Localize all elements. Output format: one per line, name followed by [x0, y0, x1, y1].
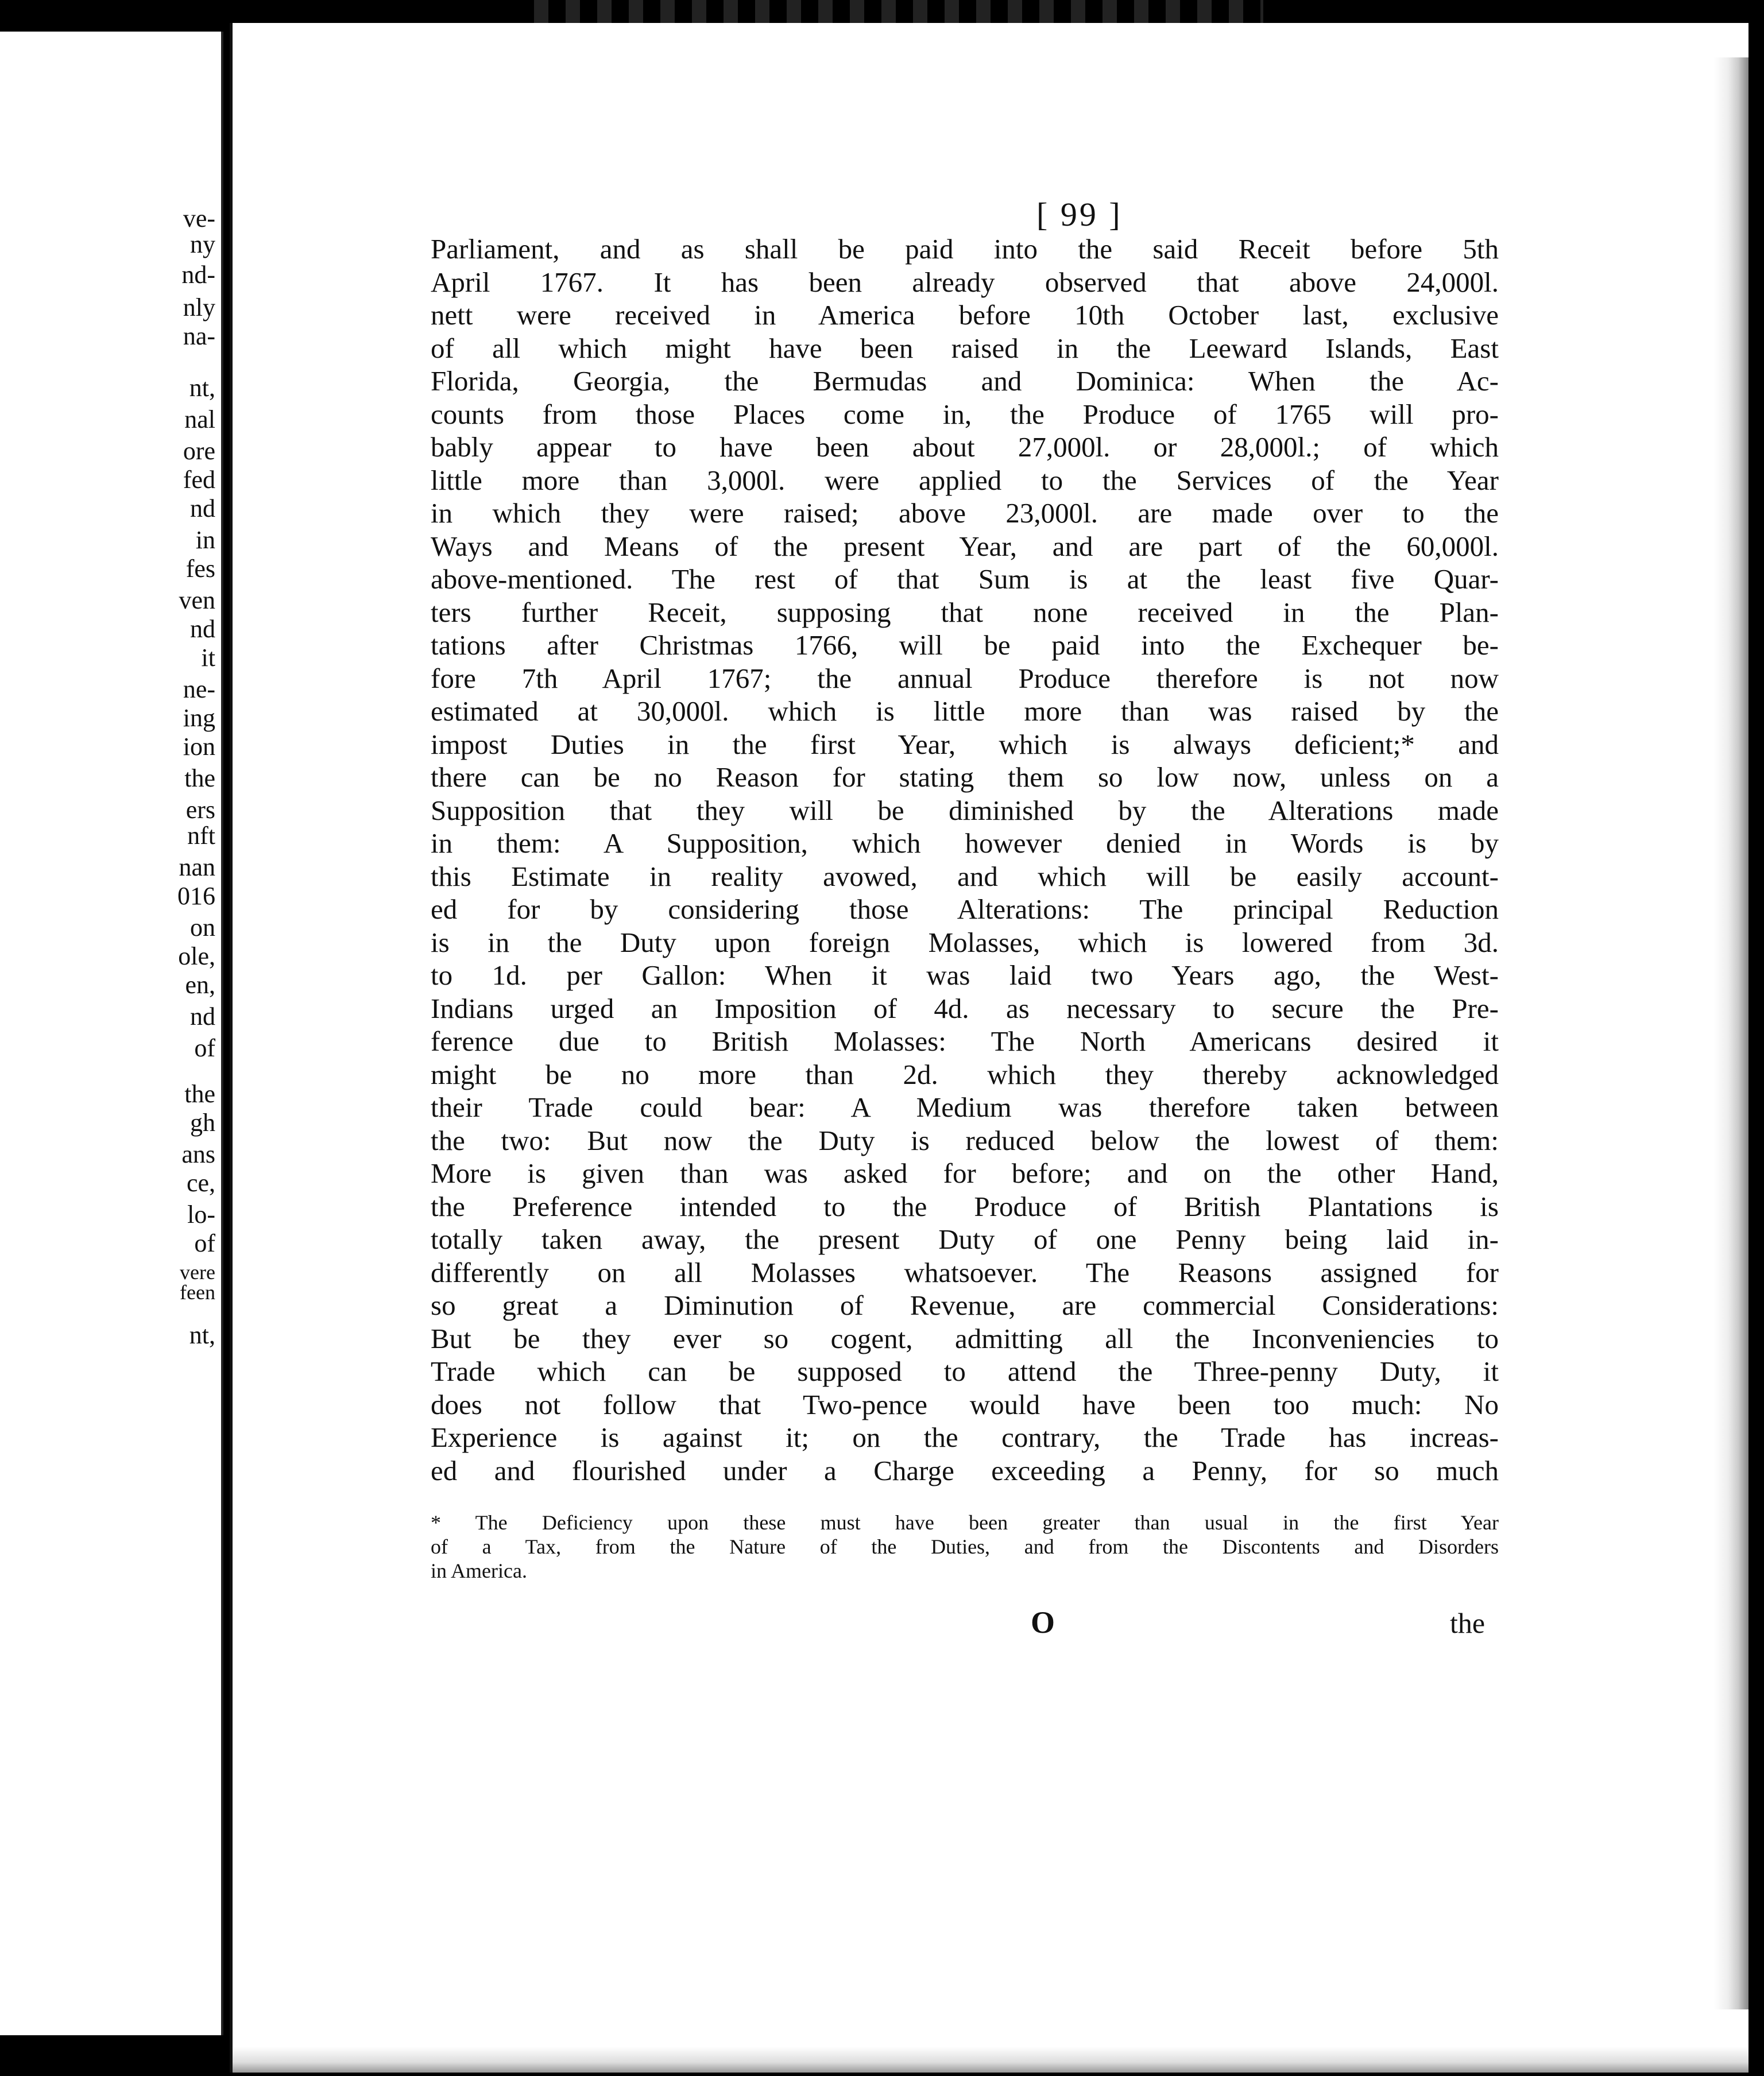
left-page-fragment: ing: [183, 704, 215, 732]
left-page-fragment: in: [195, 526, 215, 554]
signature-mark: O: [1031, 1605, 1055, 1640]
body-text-line: might be no more than 2d. which they thereby acknowledged: [431, 1059, 1499, 1090]
body-text-line: Indians urged an Imposition of 4d. as necessary to secure the Pre-: [431, 993, 1499, 1024]
left-page-fragment: nd-: [181, 261, 215, 289]
body-text-line: the Preference intended to the Produce of British Plantations is: [431, 1191, 1499, 1222]
body-text-line: differently on all Molasses whatsoever. The Reasons assigned for: [431, 1257, 1499, 1288]
left-page-fragment: ore: [183, 437, 215, 465]
page-number: [ 99 ]: [1036, 196, 1123, 233]
body-text-line: fore 7th April 1767; the annual Produce therefore is not now: [431, 663, 1499, 694]
left-page-fragment: nal: [184, 405, 215, 433]
left-page-fragment: ny: [190, 230, 215, 258]
left-page-fragment: nd: [190, 615, 215, 643]
footnote-line: in America.: [431, 1559, 527, 1582]
left-page-fragment: nd: [190, 494, 215, 522]
body-text-line: little more than 3,000l. were applied to the Services of the Year: [431, 464, 1499, 496]
left-page-fragment: feen: [180, 1281, 215, 1304]
body-text-line: of all which might have been raised in the Leeward Islands, East: [431, 332, 1499, 364]
body-text-line: does not follow that Two-pence would have been too much: No: [431, 1389, 1499, 1420]
left-page-fragment: the: [184, 764, 215, 792]
left-page-fragment: lo-: [187, 1200, 215, 1229]
body-text-line: in them: A Supposition, which however denied in Words is by: [431, 827, 1499, 859]
body-text-line: impost Duties in the first Year, which is always deficient;* and: [431, 729, 1499, 760]
left-page-fragment: of: [194, 1034, 215, 1062]
body-text-line: totally taken away, the present Duty of one Penny being laid in-: [431, 1223, 1499, 1255]
footnote-line: of a Tax, from the Nature of the Duties, and from the Discontents and Disorders: [431, 1535, 1499, 1558]
body-text-line: Experience is against it; on the contrary, the Trade has increas-: [431, 1422, 1499, 1453]
left-page-fragment: fed: [183, 466, 215, 494]
left-page-fragment: nd: [190, 1002, 215, 1031]
body-text-line: bably appear to have been about 27,000l. or 28,000l.; of which: [431, 431, 1499, 463]
body-text-line: ed for by considering those Alterations: The principal Reduction: [431, 893, 1499, 925]
body-text-line: Ways and Means of the present Year, and are part of the 60,000l.: [431, 530, 1499, 562]
left-page-fragment: on: [190, 913, 215, 942]
body-text-line: estimated at 30,000l. which is little more than was raised by the: [431, 695, 1499, 727]
left-page-fragment: ans: [181, 1140, 215, 1168]
left-page-fragment: vere: [180, 1261, 215, 1284]
left-page-fragment: nft: [187, 822, 215, 850]
body-text-line: But be they ever so cogent, admitting all the Inconveniencies to: [431, 1323, 1499, 1354]
body-text-line: April 1767. It has been already observed that above 24,000l.: [431, 266, 1499, 298]
left-page-fragment: nt,: [189, 374, 215, 402]
right-page: [230, 23, 1748, 2073]
body-text-line: Parliament, and as shall be paid into the said Receit before 5th: [431, 233, 1499, 265]
left-page-fragment: nly: [183, 293, 215, 322]
page-edge-right: [1714, 57, 1748, 2009]
left-page-fragment: ve-: [183, 204, 215, 233]
left-page-fragment: of: [194, 1229, 215, 1257]
catchword: the: [1450, 1607, 1486, 1639]
left-page-fragment: fes: [185, 555, 215, 583]
body-text-line: to 1d. per Gallon: When it was laid two Years ago, the West-: [431, 959, 1499, 991]
body-text-line: More is given than was asked for before; and on the other Hand,: [431, 1157, 1499, 1189]
footnote-line: * The Deficiency upon these must have been greater than usual in the first Year: [431, 1511, 1499, 1534]
body-text-line: the two: But now the Duty is reduced below the lowest of them:: [431, 1125, 1499, 1156]
body-text-line: this Estimate in reality avowed, and which will be easily account-: [431, 861, 1499, 892]
left-page-fragment: ven: [179, 586, 215, 614]
body-text-line: in which they were raised; above 23,000l. are made over to the: [431, 497, 1499, 529]
body-text-line: there can be no Reason for stating them so low now, unless on a: [431, 761, 1499, 793]
left-page-fragment: ole,: [178, 942, 215, 970]
body-text-line: above-mentioned. The rest of that Sum is at the least five Quar-: [431, 563, 1499, 595]
body-text-line: Florida, Georgia, the Bermudas and Dominica: When the Ac-: [431, 365, 1499, 397]
book-edge-top: [517, 0, 1263, 23]
left-page-fragment: 016: [177, 882, 215, 910]
left-page-fragment: ers: [185, 796, 215, 824]
body-text-line: ed and flourished under a Charge exceeding a Penny, for so much: [431, 1455, 1499, 1486]
left-page-fragment: the: [184, 1080, 215, 1108]
body-text-line: their Trade could bear: A Medium was therefore taken between: [431, 1091, 1499, 1123]
body-text-line: Trade which can be supposed to attend the Three-penny Duty, it: [431, 1355, 1499, 1387]
body-text-line: ters further Receit, supposing that none received in the Plan-: [431, 597, 1499, 628]
left-page-fragment: ne-: [183, 675, 215, 703]
body-text-line: is in the Duty upon foreign Molasses, which is lowered from 3d.: [431, 927, 1499, 958]
left-page-fragment: ion: [183, 733, 215, 761]
left-page-fragment: gh: [190, 1109, 215, 1137]
body-text-line: Supposition that they will be diminished by the Alterations made: [431, 795, 1499, 826]
body-text-line: counts from those Places come in, the Produce of 1765 will pro-: [431, 398, 1499, 430]
page-edge-bottom: [233, 2047, 1748, 2073]
body-text-line: ference due to British Molasses: The North Americans desired it: [431, 1025, 1499, 1057]
body-text-line: nett were received in America before 10th October last, exclusive: [431, 299, 1499, 331]
body-text-line: tations after Christmas 1766, will be paid into the Exchequer be-: [431, 629, 1499, 661]
left-page: [0, 32, 223, 2035]
left-page-fragment: nan: [179, 853, 215, 881]
left-page-fragment: nt,: [189, 1321, 215, 1349]
body-text-line: so great a Diminution of Revenue, are commercial Considerations:: [431, 1289, 1499, 1321]
left-page-fragment: it: [201, 644, 215, 672]
left-page-fragment: en,: [185, 971, 215, 999]
left-page-fragment: ce,: [186, 1169, 215, 1197]
left-page-fragment: na-: [183, 322, 215, 350]
